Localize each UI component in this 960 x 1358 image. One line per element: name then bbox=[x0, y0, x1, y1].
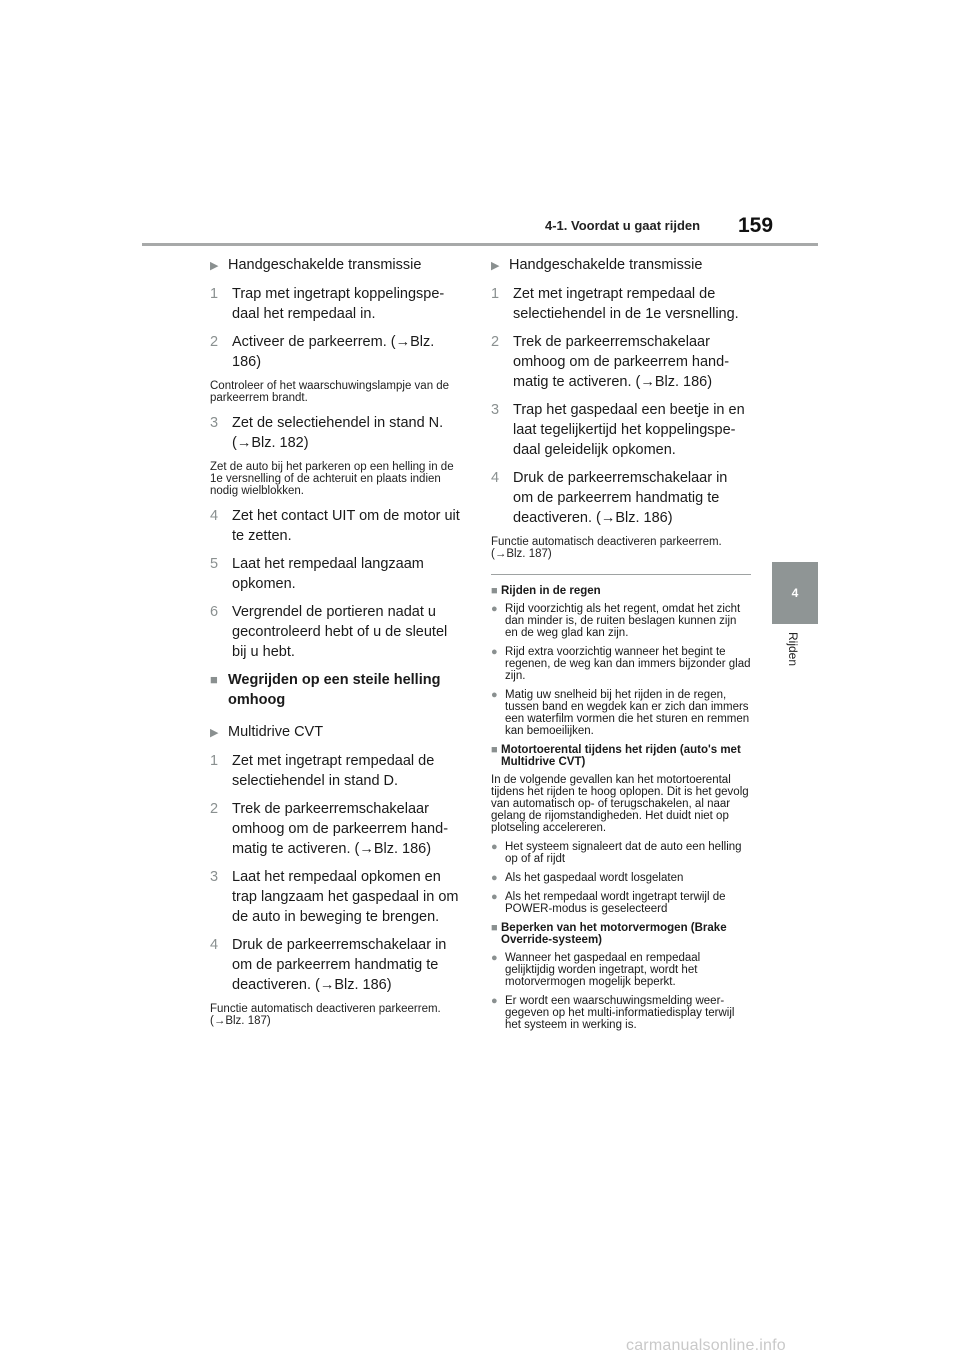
step: 1 Trap met ingetrapt koppelingspedaal het rempedaal in. bbox=[210, 286, 445, 322]
triangle-icon: ▶ bbox=[210, 727, 219, 739]
bullet-item: ● Er wordt een waarschuwingsmelding weergegeven op het multi-informatiedisplay terwijl het systeem in werking is. bbox=[491, 995, 735, 1031]
triangle-icon: ▶ bbox=[491, 260, 500, 272]
chapter-label: Rijden bbox=[786, 632, 800, 667]
step: 3 Laat het rempedaal opkomen en trap langzaam het gaspedaal in om de auto in beweging te brengen. bbox=[210, 869, 459, 925]
step: 2 Trek de parkeerremschakelaar omhoog om de parkeerrem handmatig te activeren. (→Blz. 186) bbox=[491, 334, 730, 390]
header-rule bbox=[142, 243, 818, 246]
bullet-item: ● Rijd extra voorzichtig wanneer het begint te regenen, de weg kan dan immers bijzonder glad zijn. bbox=[491, 646, 751, 682]
step: 5 Laat het rempedaal langzaam opkomen. bbox=[210, 556, 424, 592]
chapter-tab[interactable]: 4 bbox=[772, 562, 818, 624]
subheading: ■ Motortoerental tijdens het rijden (auto's met Multidrive CVT) bbox=[491, 744, 741, 768]
right-column bbox=[491, 255, 751, 1038]
circle-bullet-icon: ● bbox=[491, 841, 498, 853]
header-title: 4-1. Voordat u gaat rijden bbox=[545, 218, 701, 233]
step: 6 Vergrendel de portieren nadat u gecontroleerd hebt of u de sleutel bij u hebt. bbox=[210, 604, 448, 660]
note: Zet de auto bij het parkeren op een helling in de 1e versnelling of de achteruit en plaats indien nodig wielblokken. bbox=[210, 461, 454, 497]
square-bullet-icon: ■ bbox=[491, 922, 498, 934]
divider bbox=[491, 574, 751, 575]
square-bullet-icon: ■ bbox=[210, 672, 218, 687]
step: 1 Zet met ingetrapt rempedaal de selectiehendel in stand D. bbox=[210, 753, 435, 789]
step: 3 Zet de selectiehendel in stand N. (→Blz. 182) bbox=[210, 415, 444, 451]
step: 4 Zet het contact UIT om de motor uit te zetten. bbox=[210, 508, 460, 544]
left-column bbox=[210, 255, 464, 1036]
circle-bullet-icon: ● bbox=[491, 603, 498, 615]
circle-bullet-icon: ● bbox=[491, 952, 498, 964]
circle-bullet-icon: ● bbox=[491, 689, 498, 701]
step: 2 Activeer de parkeerrem. (→Blz. 186) bbox=[210, 334, 435, 370]
bullet-item: ● Als het gaspedaal wordt losgelaten bbox=[491, 872, 684, 884]
triangle-icon: ▶ bbox=[210, 260, 219, 272]
step: 4 Druk de parkeerremschakelaar in om de parkeerrem handmatig te deactiveren. (→Blz. 186) bbox=[210, 937, 447, 993]
circle-bullet-icon: ● bbox=[491, 891, 498, 903]
square-bullet-icon: ■ bbox=[491, 585, 498, 597]
bullet-item: ● Het systeem signaleert dat de auto een helling op of af rijdt bbox=[491, 841, 742, 865]
note: Functie automatisch deactiveren parkeerrem. (→Blz. 187) bbox=[491, 536, 722, 560]
subheading: ■ Rijden in de regen bbox=[491, 585, 601, 597]
section-heading: ■ Wegrijden op een steile helling omhoog bbox=[210, 672, 441, 708]
circle-bullet-icon: ● bbox=[491, 995, 498, 1007]
bullet-item: ● Wanneer het gaspedaal en rempedaal gelijktijdig worden ingetrapt, wordt het motorvermogen mogelijk beperkt. bbox=[491, 952, 701, 988]
section-title: ▶ Handgeschakelde transmissie bbox=[491, 255, 751, 276]
bullet-item: ● Als het rempedaal wordt ingetrapt terwijl de POWER-modus is geselecteerd bbox=[491, 891, 726, 915]
bullet-item: ● Matig uw snelheid bij het rijden in de regen, tussen band en wegdek kan er zich dan immers een waterfilm vormen die het sturen en remmen kan bemoeilijken. bbox=[491, 689, 750, 737]
step: 2 Trek de parkeerremschakelaar omhoog om de parkeerrem handmatig te activeren. (→Blz. 186) bbox=[210, 801, 449, 857]
watermark: carmanualsonline.info bbox=[626, 1337, 786, 1354]
circle-bullet-icon: ● bbox=[491, 872, 498, 884]
circle-bullet-icon: ● bbox=[491, 646, 498, 658]
note: Controleer of het waarschuwingslampje van de parkeerrem brandt. bbox=[210, 380, 450, 404]
section-title: ▶ Handgeschakelde transmissie bbox=[210, 255, 464, 276]
bullet-item: ● Rijd voorzichtig als het regent, omdat het zicht dan minder is, de ruiten beslagen kunnen zijn en de weg glad kan zijn. bbox=[491, 603, 741, 639]
page-number: 159 bbox=[738, 214, 774, 237]
square-bullet-icon: ■ bbox=[491, 744, 498, 756]
step: 4 Druk de parkeerremschakelaar in om de parkeerrem handmatig te deactiveren. (→Blz. 186) bbox=[491, 470, 728, 526]
subheading: ■ Beperken van het motorvermogen (Brake Override-systeem) bbox=[491, 922, 727, 946]
step: 1 Zet met ingetrapt rempedaal de selectiehendel in de 1e versnelling. bbox=[491, 286, 739, 322]
section-title: ▶ Multidrive CVT bbox=[210, 722, 464, 743]
paragraph: In de volgende gevallen kan het motortoerental tijdens het rijden te hoog oplopen. Dit is het gevolg van automatisch op- of terugschakelen, al naar gelang de rijomstandigheden. Het duidt niet op plotseling accelereren. bbox=[491, 774, 749, 834]
step: 3 Trap het gaspedaal een beetje in en laat tegelijkertijd het koppelingspedaal geleidelijk opkomen. bbox=[491, 402, 745, 458]
note: Functie automatisch deactiveren parkeerrem. (→Blz. 187) bbox=[210, 1003, 441, 1027]
